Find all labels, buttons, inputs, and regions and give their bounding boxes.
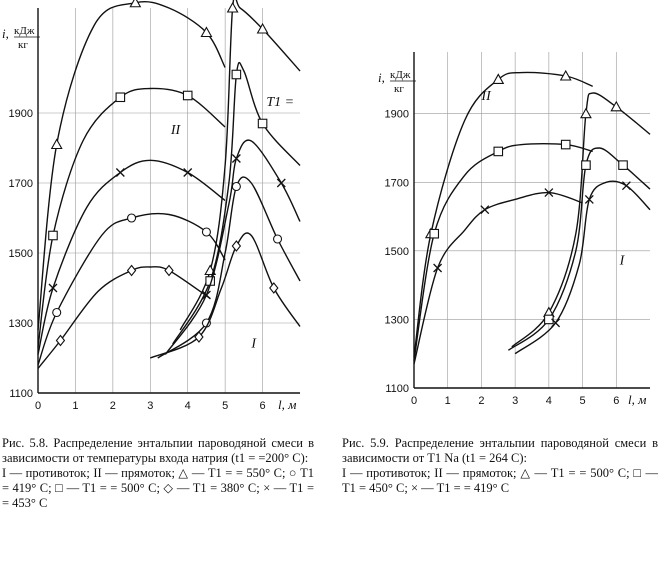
data-point-marker (611, 102, 621, 111)
y-axis-unit-numerator: кДж (390, 69, 411, 81)
y-axis-unit-denominator: кг (394, 83, 404, 95)
data-point-marker (183, 91, 192, 100)
y-tick-label: 1300 (384, 314, 409, 327)
y-axis-unit-denominator: кг (18, 39, 28, 51)
data-point-marker (232, 183, 240, 191)
data-point-marker (232, 70, 241, 79)
data-point-marker (116, 93, 125, 102)
series-line-4 (508, 148, 650, 350)
y-axis-unit-numerator: кДж (14, 25, 35, 37)
x-tick-label: 6 (613, 395, 620, 407)
data-point-marker (582, 161, 591, 170)
chart-fig-5-8 (2, 0, 300, 412)
data-point-marker (622, 182, 630, 190)
y-axis-label: i, (378, 70, 385, 85)
y-tick-label: 1100 (9, 388, 33, 400)
x-axis-label: l, м (278, 397, 297, 412)
data-point-marker (481, 206, 489, 214)
data-point-marker (232, 155, 240, 163)
chart-fig-5-9 (378, 52, 650, 407)
y-tick-label: 1900 (384, 108, 409, 121)
data-point-marker (165, 266, 173, 276)
x-tick-label: 5 (579, 395, 586, 407)
caption-fig-5-9-legend: I — противоток; II — прямоток; △ — T1 = = 500° C; □ — T1 = 450° C; × — T1 = = 419° C (342, 466, 658, 495)
x-tick-label: 2 (478, 395, 485, 407)
x-tick-label: 1 (72, 400, 79, 412)
data-point-marker (116, 169, 124, 177)
data-point-marker (585, 195, 593, 203)
x-tick-label: 4 (184, 400, 191, 412)
data-point-marker (202, 228, 210, 236)
y-tick-label: 1700 (8, 178, 33, 190)
x-tick-label: 6 (259, 400, 266, 412)
data-point-marker (128, 266, 136, 276)
y-axis-label: i, (2, 26, 9, 41)
data-point-marker (274, 235, 282, 243)
data-point-marker (53, 309, 61, 317)
x-tick-label: 1 (444, 395, 451, 407)
data-point-marker (49, 284, 57, 292)
caption-fig-5-9-title: Рис. 5.9. Распределение энтальпии пароводяной смеси в зависимости от T1 Na (t1 = 264 C): (342, 436, 658, 465)
data-point-marker (49, 231, 58, 240)
data-point-marker (430, 229, 439, 238)
chart-annotation: I (619, 253, 625, 269)
data-point-marker (494, 147, 503, 156)
chart-annotation: II (170, 123, 181, 138)
y-tick-label: 1100 (385, 383, 409, 395)
series-line-2 (38, 160, 225, 354)
x-tick-label: 3 (147, 400, 154, 412)
x-tick-label: 0 (410, 395, 418, 407)
data-point-marker (258, 119, 267, 128)
data-point-marker (561, 140, 570, 149)
x-tick-label: 4 (545, 395, 552, 407)
caption-fig-5-9 (342, 436, 658, 496)
caption-fig-5-8-title: Рис. 5.8. Распределение энтальпии пароводяной смеси в зависимости от температуры входа натрия (t1 = =200° C): (2, 436, 314, 465)
data-point-marker (228, 3, 238, 12)
data-point-marker (52, 140, 62, 149)
chart-annotation: Т1 = (266, 95, 295, 110)
x-axis-label: l, м (628, 392, 647, 407)
chart-annotation: I (251, 336, 257, 352)
series-line-1 (414, 144, 593, 361)
data-point-marker (434, 264, 442, 272)
y-tick-label: 1500 (8, 248, 33, 260)
x-tick-label: 5 (222, 400, 229, 412)
chart-annotation: II (481, 89, 491, 104)
x-tick-label: 0 (34, 400, 42, 412)
data-point-marker (270, 283, 278, 293)
caption-fig-5-8-legend: I — противоток; II — прямоток; △ — T1 = = 550° C; ○ T1 = 419° C; □ — T1 = = 500° C; ◇ — T1 = 380° C; × — T1 = = 453° C (2, 466, 314, 510)
y-tick-label: 1900 (8, 108, 33, 120)
series-line-5 (180, 0, 300, 330)
caption-fig-5-8 (2, 436, 314, 511)
data-point-marker (619, 161, 628, 170)
x-tick-label: 2 (109, 400, 116, 412)
y-tick-label: 1700 (384, 177, 409, 190)
data-point-marker (130, 0, 140, 7)
x-tick-label: 3 (512, 395, 519, 407)
series-line-4 (38, 267, 210, 369)
data-point-marker (493, 74, 503, 83)
y-tick-label: 1300 (8, 318, 33, 330)
data-point-marker (128, 214, 136, 222)
y-tick-label: 1500 (384, 245, 409, 258)
